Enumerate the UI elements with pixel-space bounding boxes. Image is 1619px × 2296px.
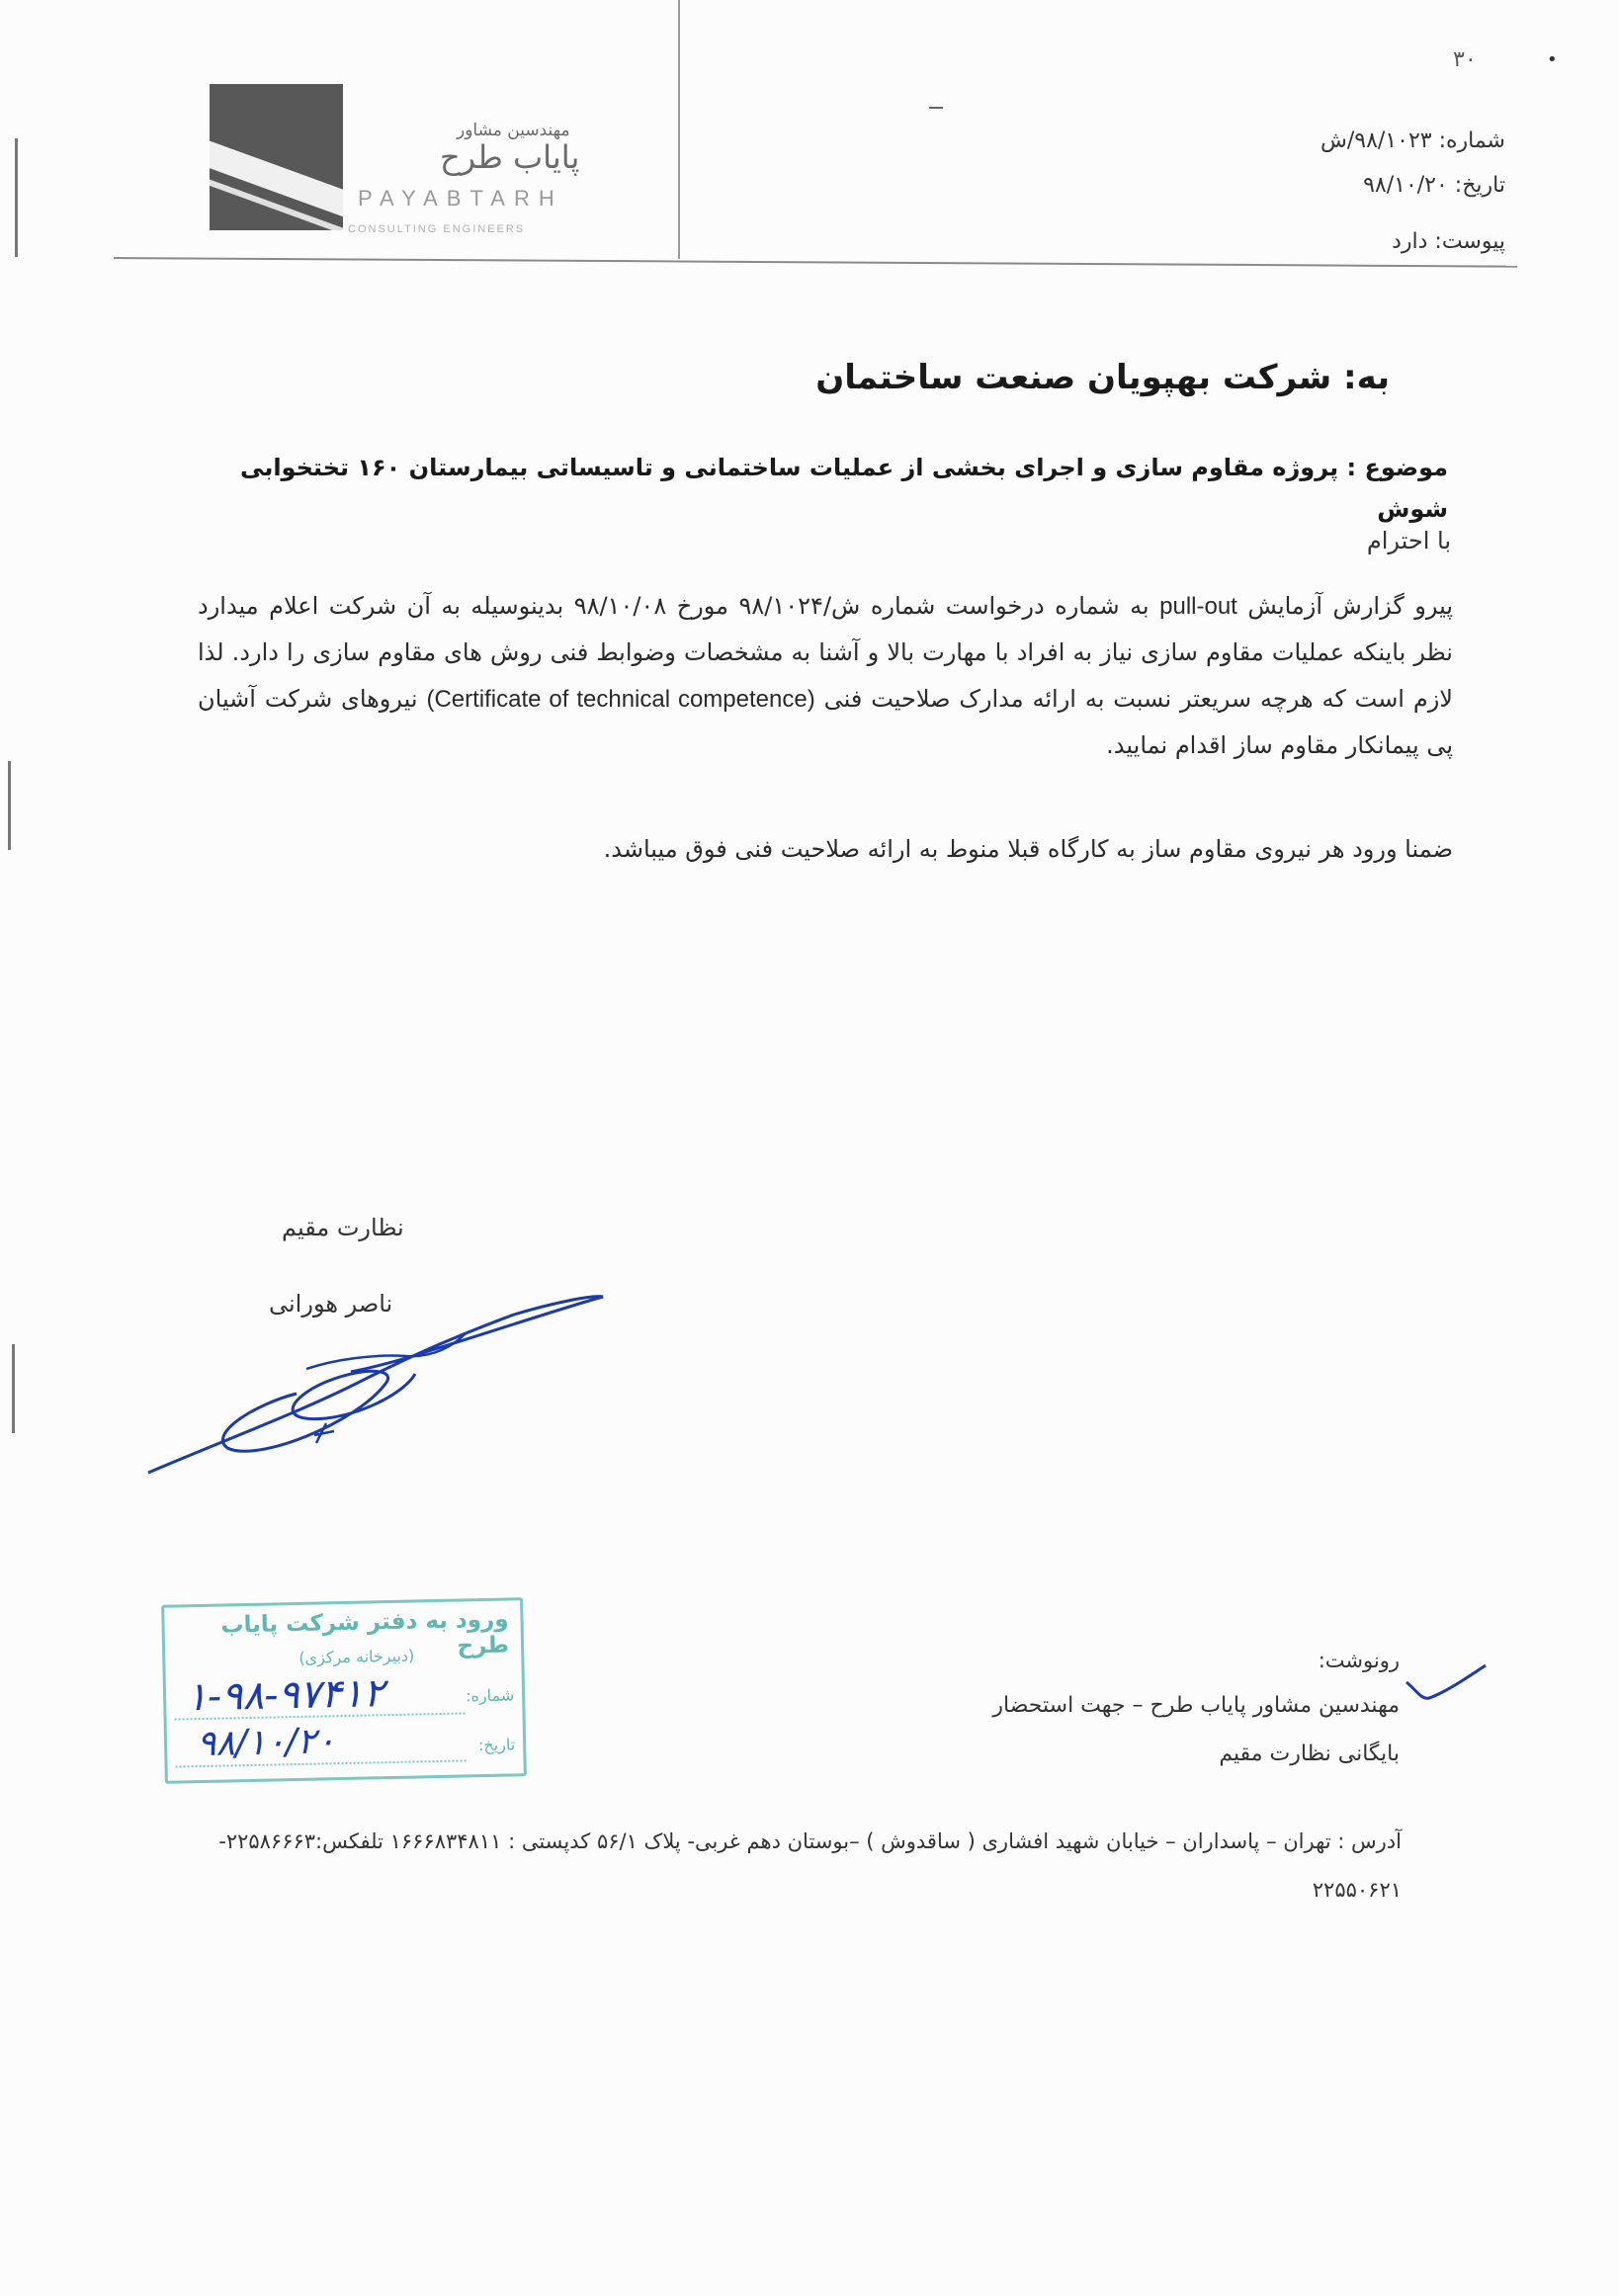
footer-phone: ۲۲۵۵۰۶۲۱ bbox=[1312, 1878, 1402, 1902]
cc-item: مهندسین مشاور پایاب طرح – جهت استحضار bbox=[992, 1693, 1400, 1718]
letter-date: تاریخ: ۹۸/۱۰/۲۰ bbox=[1363, 173, 1505, 198]
scan-artifact bbox=[15, 138, 18, 257]
check-mark-icon bbox=[1402, 1660, 1491, 1710]
body-text: پیرو گزارش آزمایش bbox=[1247, 592, 1453, 620]
body-note: ضمنا ورود هر نیروی مقاوم ساز به کارگاه قبلا منوط به ارائه صلاحیت فنی فوق میباشد. bbox=[603, 835, 1453, 863]
header-divider bbox=[114, 257, 1517, 268]
stamp-number-value: ۱-۹۸-۹۷۴۱۲ bbox=[185, 1670, 385, 1721]
letter-number: شماره: ۹۸/۱۰۲۳/ش bbox=[1320, 128, 1505, 153]
corner-mark: ۳۰ bbox=[1453, 47, 1477, 72]
header-divider-vertical bbox=[678, 0, 680, 259]
logo-name-fa: پایاب طرح bbox=[440, 138, 580, 176]
registry-stamp bbox=[161, 1597, 527, 1784]
body-term-certificate: (Certificate of technical competence) bbox=[426, 686, 815, 713]
cc-label: رونوشت: bbox=[1318, 1649, 1400, 1672]
logo-subtitle: CONSULTING ENGINEERS bbox=[348, 223, 526, 235]
body-term-pullout: pull-out bbox=[1159, 593, 1237, 620]
letter-attachment: پیوست: دارد bbox=[1392, 229, 1505, 254]
signer-title: نظارت مقیم bbox=[282, 1214, 404, 1241]
scan-dash bbox=[929, 107, 943, 109]
cc-item: بایگانی نظارت مقیم bbox=[1219, 1742, 1400, 1766]
logo-name-fa-small: مهندسین مشاور bbox=[457, 121, 570, 140]
stamp-number-label: شماره: bbox=[465, 1685, 515, 1706]
corner-dot: • bbox=[1547, 49, 1558, 70]
body-paragraph bbox=[198, 583, 1453, 769]
logo-mark bbox=[210, 84, 343, 230]
stamp-date-label: تاریخ: bbox=[477, 1735, 516, 1755]
logo-name-en: PAYABTARH bbox=[358, 186, 563, 211]
scan-artifact bbox=[12, 1344, 15, 1433]
handwritten-signature bbox=[138, 1275, 613, 1483]
footer-address: آدرس : تهران – پاسداران – خیابان شهید افشاری ( ساقدوش ) –بوستان دهم غربی- پلاک ۵۶/۱ کدپستی : ۱۶۶۶۸۳۴۸۱۱ تلفکس:۲۲۵۸۶۶۶۳- bbox=[218, 1829, 1402, 1853]
subject: موضوع : پروژه مقاوم سازی و اجرای بخشی از عملیات ساختمانی و تاسیساتی بیمارستان ۱۶۰ تختخوابی شوش bbox=[240, 454, 1448, 523]
scan-artifact bbox=[8, 761, 11, 850]
stamp-title: ورود به دفتر شرکت پایاب طرح bbox=[220, 1606, 510, 1659]
stamp-subtitle: (دبیرخانه مرکزی) bbox=[298, 1646, 415, 1667]
stamp-date-value: ۹۸/۱۰/۲۰ bbox=[196, 1721, 336, 1765]
greeting: با احترام bbox=[1366, 527, 1451, 554]
recipient: به: شرکت بهپویان صنعت ساختمان bbox=[815, 358, 1390, 397]
signer-name: ناصر هورانی bbox=[269, 1290, 393, 1318]
body-text: به شماره درخواست شماره ش/۹۸/۱۰۲۴ مورخ ۹۸/۱۰/۰۸ بدینوسیله به آن شرکت اعلام میدارد نظر باینکه عملیات مقاوم سازی نیاز به افراد با مهارت بالا و آشنا به مشخصات وضوابط فنی روش های مقاوم سازی را دارد. لذا لازم است که هرچه سریعتر نسبت به ارائه مدارک صلاحیت فنی bbox=[198, 592, 1453, 713]
body-text: نیروهای شرکت آشیان پی پیمانکار مقاوم ساز اقدام نمایید. bbox=[198, 685, 1453, 759]
